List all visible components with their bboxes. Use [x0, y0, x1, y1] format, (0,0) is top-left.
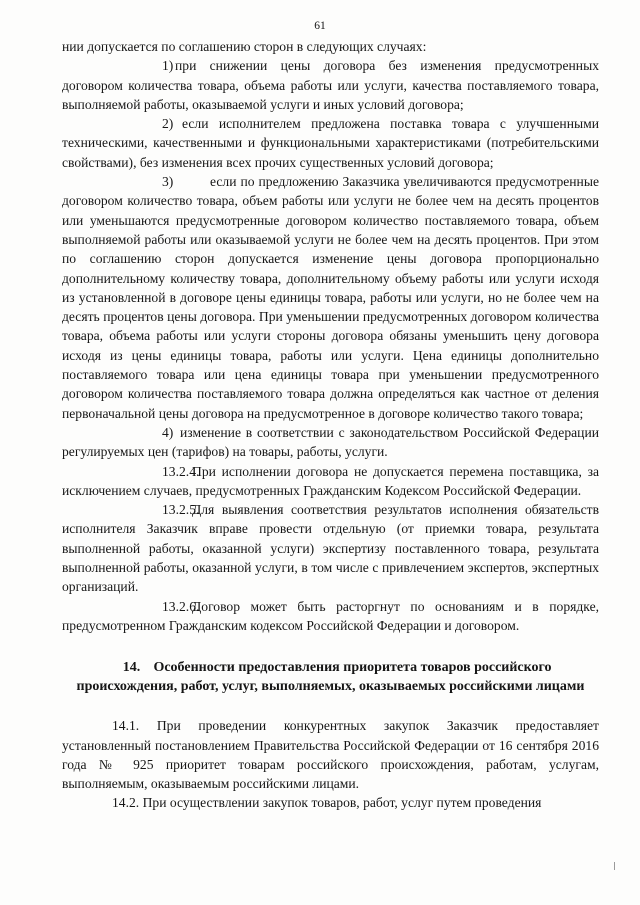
section-number: 14.: [122, 660, 141, 676]
clause-number: 13.2.5.: [162, 502, 200, 518]
clause-number: 13.2.4.: [162, 463, 200, 479]
list-text: если по предложению Заказчика увеличиваются предусмотренные договором количество товара, объем работы или услуги не более чем на десять процентов или уменьшаются предусмотренные договором количество поставляемого товара, объем выполняемой работы или оказываемой услуги не более чем на десять процентов. При этом по соглашению сторон допускается изменение цены договора пропорционально дополнительному количеству товара, дополнительному объему работы или услуги исходя из установленной в договоре цены единицы товара, работы или услуги, но не более чем на десять процентов цены договора. При уменьшении предусмотренных договором количества товара, объема работы или услуги стороны договора обязаны уменьшить цену договора исходя из цены единицы товара, работы или услуги. Цена единицы дополнительно поставляемого товара или цена единицы товара при уменьшении предусмотренного договором количества поставляемого товара должна определяться как частное от деления первоначальной цены договора на предусмотренное в договоре количество такого товара;: [62, 174, 599, 421]
section-heading-14: [62, 658, 599, 696]
list-number: 3): [162, 174, 174, 190]
clause-13-2-6: [62, 597, 599, 636]
list-number: 2): [162, 116, 174, 132]
list-item-4: [62, 423, 599, 462]
document-body: [62, 37, 599, 813]
list-text: если исполнителем предложена поставка товара с улучшенными техническими, качественными и функциональными характеристиками (потребительскими свойствами), без изменения всех прочих существенных условий договора;: [62, 116, 599, 170]
section-title: Особенности предоставления приоритета товаров российского происхождения, работ, услуг, выполняемых, оказываемых российскими лицами: [76, 660, 585, 695]
clause-13-2-5: [62, 500, 599, 596]
page-number: 61: [314, 20, 326, 32]
clause-text: При исполнении договора не допускается перемена поставщика, за исключением случаев, предусмотренных Гражданским Кодексом Российской Федерации.: [62, 463, 599, 498]
list-number: 4): [162, 424, 174, 440]
clause-text: Для выявления соответствия результатов исполнения обязательств исполнителя Заказчик вправе провести отдельную (от приемки товара, результата выполненной работы, оказанной услуги) экспертизу поставленного товара, результата выполненной работы, оказанной услуги, в том числе с привлечением экспертов, экспертных организаций.: [62, 502, 599, 595]
clause-text: Договор может быть расторгнут по основаниям и в порядке, предусмотренном Гражданским кодексом Российской Федерации и договором.: [62, 598, 599, 633]
scan-mark: [614, 862, 615, 870]
clause-14-2: 14.2. При осуществлении закупок товаров, работ, услуг путем проведения: [112, 795, 542, 811]
list-item-1: [62, 56, 599, 114]
list-text: изменение в соответствии с законодательством Российской Федерации регулируемых цен (тарифов) на товары, работы, услуги.: [62, 424, 599, 460]
clause-14-1: 14.1. При проведении конкурентных закупок Заказчик предоставляет установленный постановлением Правительства Российской Федерации от 16 сентября 2016 года № 925 приоритет товарам российского происхождения, работам, услугам, выполняемым, оказываемым российскими лицами.: [62, 718, 599, 792]
paragraph-continuation: нии допускается по соглашению сторон в следующих случаях:: [62, 39, 427, 54]
clause-number: 13.2.6.: [162, 598, 200, 614]
list-item-3: [62, 172, 599, 423]
clause-13-2-4: [62, 462, 599, 501]
list-number: 1): [162, 58, 174, 74]
list-item-2: [62, 114, 599, 172]
list-text: при снижении цены договора без изменения предусмотренных договором количества товара, объема работы или услуги, качества поставляемого товара, выполняемой работы, оказываемой услуги и иных условий договора;: [62, 58, 599, 112]
